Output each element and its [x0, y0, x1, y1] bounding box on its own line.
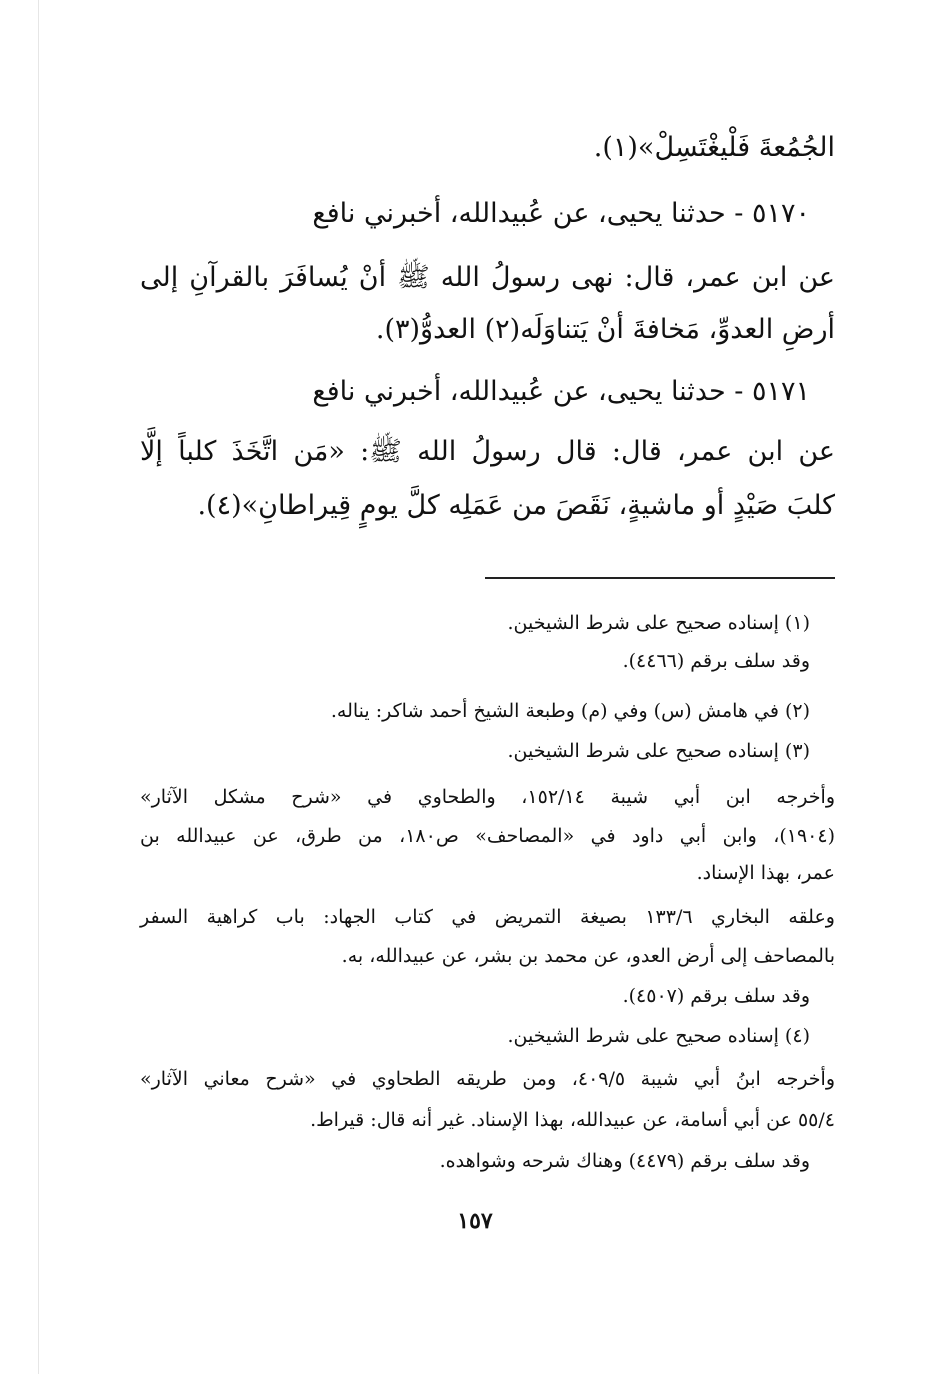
- footnote-3-ref: وقد سلف برقم (٤٥٠٧).: [622, 985, 810, 1007]
- footnote-3: (٣) إسناده صحيح على شرط الشيخين.: [507, 740, 810, 762]
- page-number: ١٥٧: [457, 1208, 493, 1234]
- footnote-2: (٢) في هامش (س) وفي (م) وطبعة الشيخ أحمد شاكر: يناله.: [330, 700, 810, 722]
- hadith-5170-text-line-1: عن ابن عمر، قال: نهى رسولُ الله ﷺ أنْ يُسافَرَ بالقرآنِ إلى: [140, 262, 835, 293]
- footnote-4-line-2: وأخرجه ابنُ أبي شيبة ٤٠٩/٥، ومن طريقه الطحاوي في «شرح معاني الآثار»: [140, 1068, 835, 1090]
- footnote-4-ref: وقد سلف برقم (٤٤٧٩) وهناك شرحه وشواهده.: [439, 1150, 810, 1172]
- footnote-3-line-5: وعلقه البخاري ١٣٣/٦ بصيغة التمريض في كتاب الجهاد: باب كراهية السفر: [140, 906, 835, 928]
- footnote-separator: [485, 577, 835, 579]
- hadith-5171-chain: ٥١٧١ - حدثنا يحيى، عن عُبيدالله، أخبرني نافع: [312, 376, 810, 407]
- footnote-3-line-4: عمر، بهذا الإسناد.: [696, 862, 835, 884]
- footnote-3-line-2: وأخرجه ابن أبي شيبة ١٥٢/١٤، والطحاوي في «شرح مشكل الآثار»: [140, 786, 835, 808]
- page-edge-shadow: [38, 0, 39, 1374]
- hadith-5170-chain: ٥١٧٠ - حدثنا يحيى، عن عُبيدالله، أخبرني نافع: [312, 198, 810, 229]
- footnote-1: (١) إسناده صحيح على شرط الشيخين.: [507, 612, 810, 634]
- footnote-3-line-6: بالمصاحف إلى أرض العدو، عن محمد بن بشر، عن عبيدالله، به.: [341, 945, 835, 967]
- body-line-1: الجُمُعةَ فَلْيغْتَسِلْ»(١).: [593, 132, 835, 163]
- hadith-5171-text-line-2: كلبَ صَيْدٍ أو ماشيةٍ، نَقَصَ من عَمَلِه كلَّ يومٍ قِيراطانِ»(٤).: [197, 490, 835, 521]
- footnote-1-ref: وقد سلف برقم (٤٤٦٦).: [622, 650, 810, 672]
- footnote-4: (٤) إسناده صحيح على شرط الشيخين.: [507, 1025, 810, 1047]
- hadith-5171-text-line-1: عن ابن عمر، قال: قال رسولُ الله ﷺ: «مَن اتَّخَذَ كلباً إلَّا: [140, 436, 835, 467]
- footnote-4-line-3: ٥٥/٤ عن أبي أسامة، عن عبيدالله، بهذا الإسناد. غير أنه قال: قيراط.: [310, 1109, 835, 1131]
- hadith-5170-text-line-2: أرضِ العدوِّ، مَخافةَ أنْ يَتناوَلَه(٢) العدوُّ(٣).: [375, 314, 835, 345]
- footnote-3-line-3: (١٩٠٤)، وابن أبي داود في «المصاحف» ص١٨٠، من طرق، عن عبيدالله بن: [140, 825, 835, 847]
